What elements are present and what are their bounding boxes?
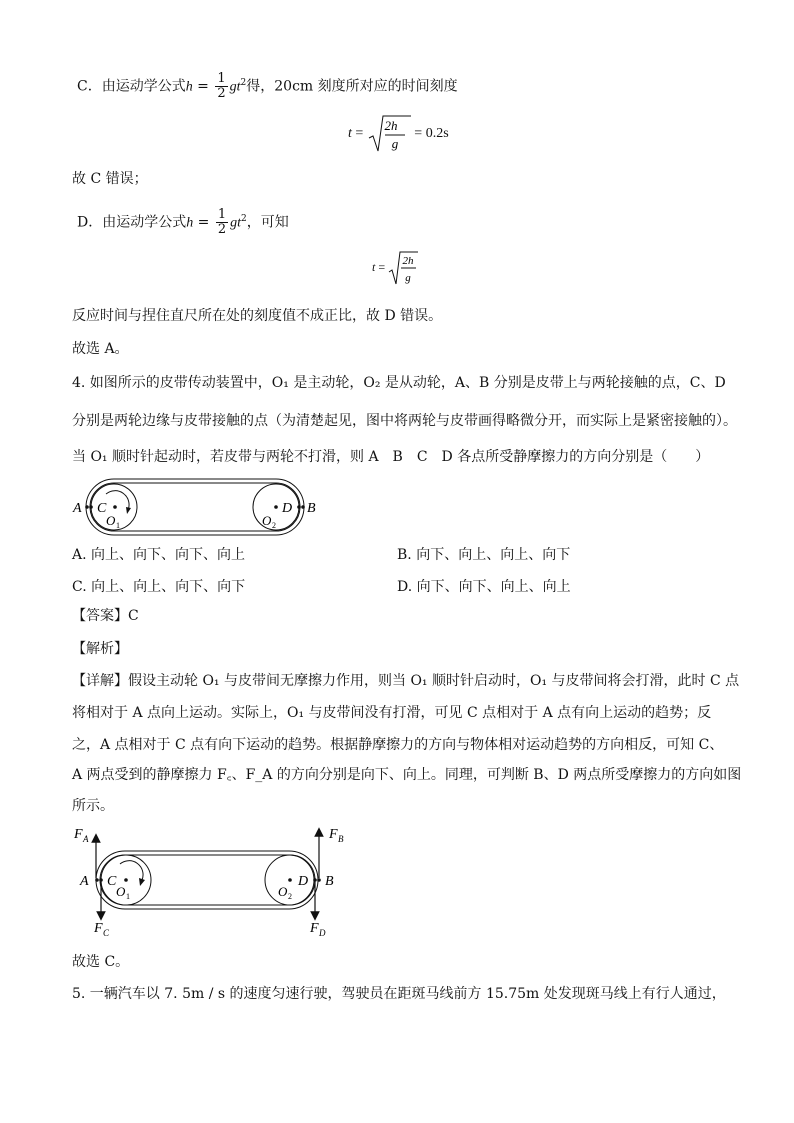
fig1-label-b: B xyxy=(307,501,316,516)
svg-text:g: g xyxy=(405,272,411,284)
sqrt-sign xyxy=(367,114,411,154)
formula-t-sqrt: t = 2h g xyxy=(372,250,418,286)
fig2-label-fa: F xyxy=(74,827,83,842)
detail-line1: 【详解】假设主动轮 O₁ 与皮带间无摩擦力作用，则当 O₁ 顺时针启动时，O₁ 与皮带间将会打滑，此时 C 点 xyxy=(72,673,740,689)
item-c-prefix: C．由运动学公式 xyxy=(77,78,186,95)
fig2-label-a: A xyxy=(80,874,89,889)
item-d-line: D．由运动学公式h = $\frac{1}{2}$ $gt^2$，可知 xyxy=(77,207,289,237)
svg-text:2: 2 xyxy=(288,892,292,901)
svg-text:B: B xyxy=(338,834,344,844)
q4-line2: 分别是两轮边缘与皮带接触的点（为清楚起见，图中将两轮与皮带画得略微分开，而实际上是紧密接触的）。 xyxy=(72,413,737,429)
belt-drive-figure xyxy=(70,474,330,540)
fig1-label-d: D xyxy=(282,501,293,516)
item-c-h: h xyxy=(185,79,193,95)
item-c-fraction: $\frac{1}{2}$ xyxy=(217,71,226,101)
fig2-label-fb: F xyxy=(329,827,338,842)
fig1-label-a: A xyxy=(73,501,82,516)
svg-text:D: D xyxy=(319,928,326,938)
svg-text:2h: 2h xyxy=(402,255,414,267)
svg-text:1: 1 xyxy=(116,521,120,530)
c-wrong: 故 C 错误； xyxy=(72,171,148,187)
fig2-label-fd: F xyxy=(310,921,319,936)
item-c-suffix: 得，20cm 刻度所对应的时间刻度 xyxy=(246,78,458,95)
option-b: B. 向下、向上、向上、向下 xyxy=(397,547,571,563)
option-d: D. 向下、向下、向上、向上 xyxy=(397,579,571,595)
svg-text:2: 2 xyxy=(272,521,276,530)
fig2-label-c: C xyxy=(107,874,117,889)
svg-text:A: A xyxy=(83,834,89,844)
option-c: C. 向上、向上、向下、向下 xyxy=(72,579,246,595)
fig2-label-o2: O xyxy=(278,884,288,899)
answer: 【答案】C xyxy=(72,608,139,624)
fig1-label-o2: O xyxy=(262,513,272,528)
analysis: 【解析】 xyxy=(72,641,128,657)
item-c-gt: gt xyxy=(229,79,241,95)
option-a: A. 向上、向下、向下、向上 xyxy=(72,547,246,563)
q4-line3: 当 O₁ 顺时针起动时，若皮带与两轮不打滑，则 A B C D 各点所受静摩擦力的方向分别是（ ） xyxy=(72,449,710,465)
detail-line2: 将相对于 A 点向上运动。实际上，O₁ 与皮带间没有打滑，可见 C 点相对于 A 点有向上运动的趋势；反 xyxy=(72,705,712,721)
svg-text:C: C xyxy=(103,928,110,938)
detail-line3: 之，A 点相对于 C 点有向下运动的趋势。根据静摩擦力的方向与物体相对运动趋势的方向相反，可知 C、 xyxy=(72,737,724,753)
belt-drive-force-figure xyxy=(64,820,354,940)
d-wrong: 反应时间与捏住直尺所在处的刻度值不成正比，故 D 错误。 xyxy=(72,308,443,324)
svg-text:1: 1 xyxy=(126,892,130,901)
sqrt-den: g xyxy=(391,136,399,151)
select-a: 故选 A。 xyxy=(72,341,129,357)
fig2-label-d: D xyxy=(298,874,309,889)
item-d-fraction: $\frac{1}{2}$ xyxy=(217,207,227,237)
detail-line4: A 两点受到的静摩擦力 F꜀、F_A 的方向分别是向下、向上。同理，可判断 B、D 两点所受摩擦力的方向如图 xyxy=(72,767,742,783)
fig2-label-o1: O xyxy=(116,884,126,899)
fig2-label-b: B xyxy=(325,874,334,889)
select-c: 故选 C。 xyxy=(72,954,130,970)
detail-line5: 所示。 xyxy=(72,798,114,814)
q4-line1: 4. 如图所示的皮带传动装置中，O₁ 是主动轮，O₂ 是从动轮，A、B 分别是皮带上与两轮接触的点，C、D xyxy=(72,375,726,391)
formula-t-equals-0-2s: t = 2h g = 0.2s xyxy=(348,114,449,154)
sqrt-num: 2h xyxy=(384,118,398,133)
q5-line1: 5. 一辆汽车以 7. 5m / s 的速度匀速行驶，驾驶员在距斑马线前方 15.75m 处发现斑马线上有行人通过， xyxy=(72,986,726,1002)
fig2-label-fc: F xyxy=(94,921,103,936)
item-c-line: C．由运动学公式h = $\frac{1}{2}$ $gt^2$得，20cm 刻度所对应的时间刻度 xyxy=(77,71,458,101)
fig1-label-o1: O xyxy=(106,513,116,528)
fig1-label-c: C xyxy=(97,501,107,516)
item-c-eq: = xyxy=(192,78,214,95)
